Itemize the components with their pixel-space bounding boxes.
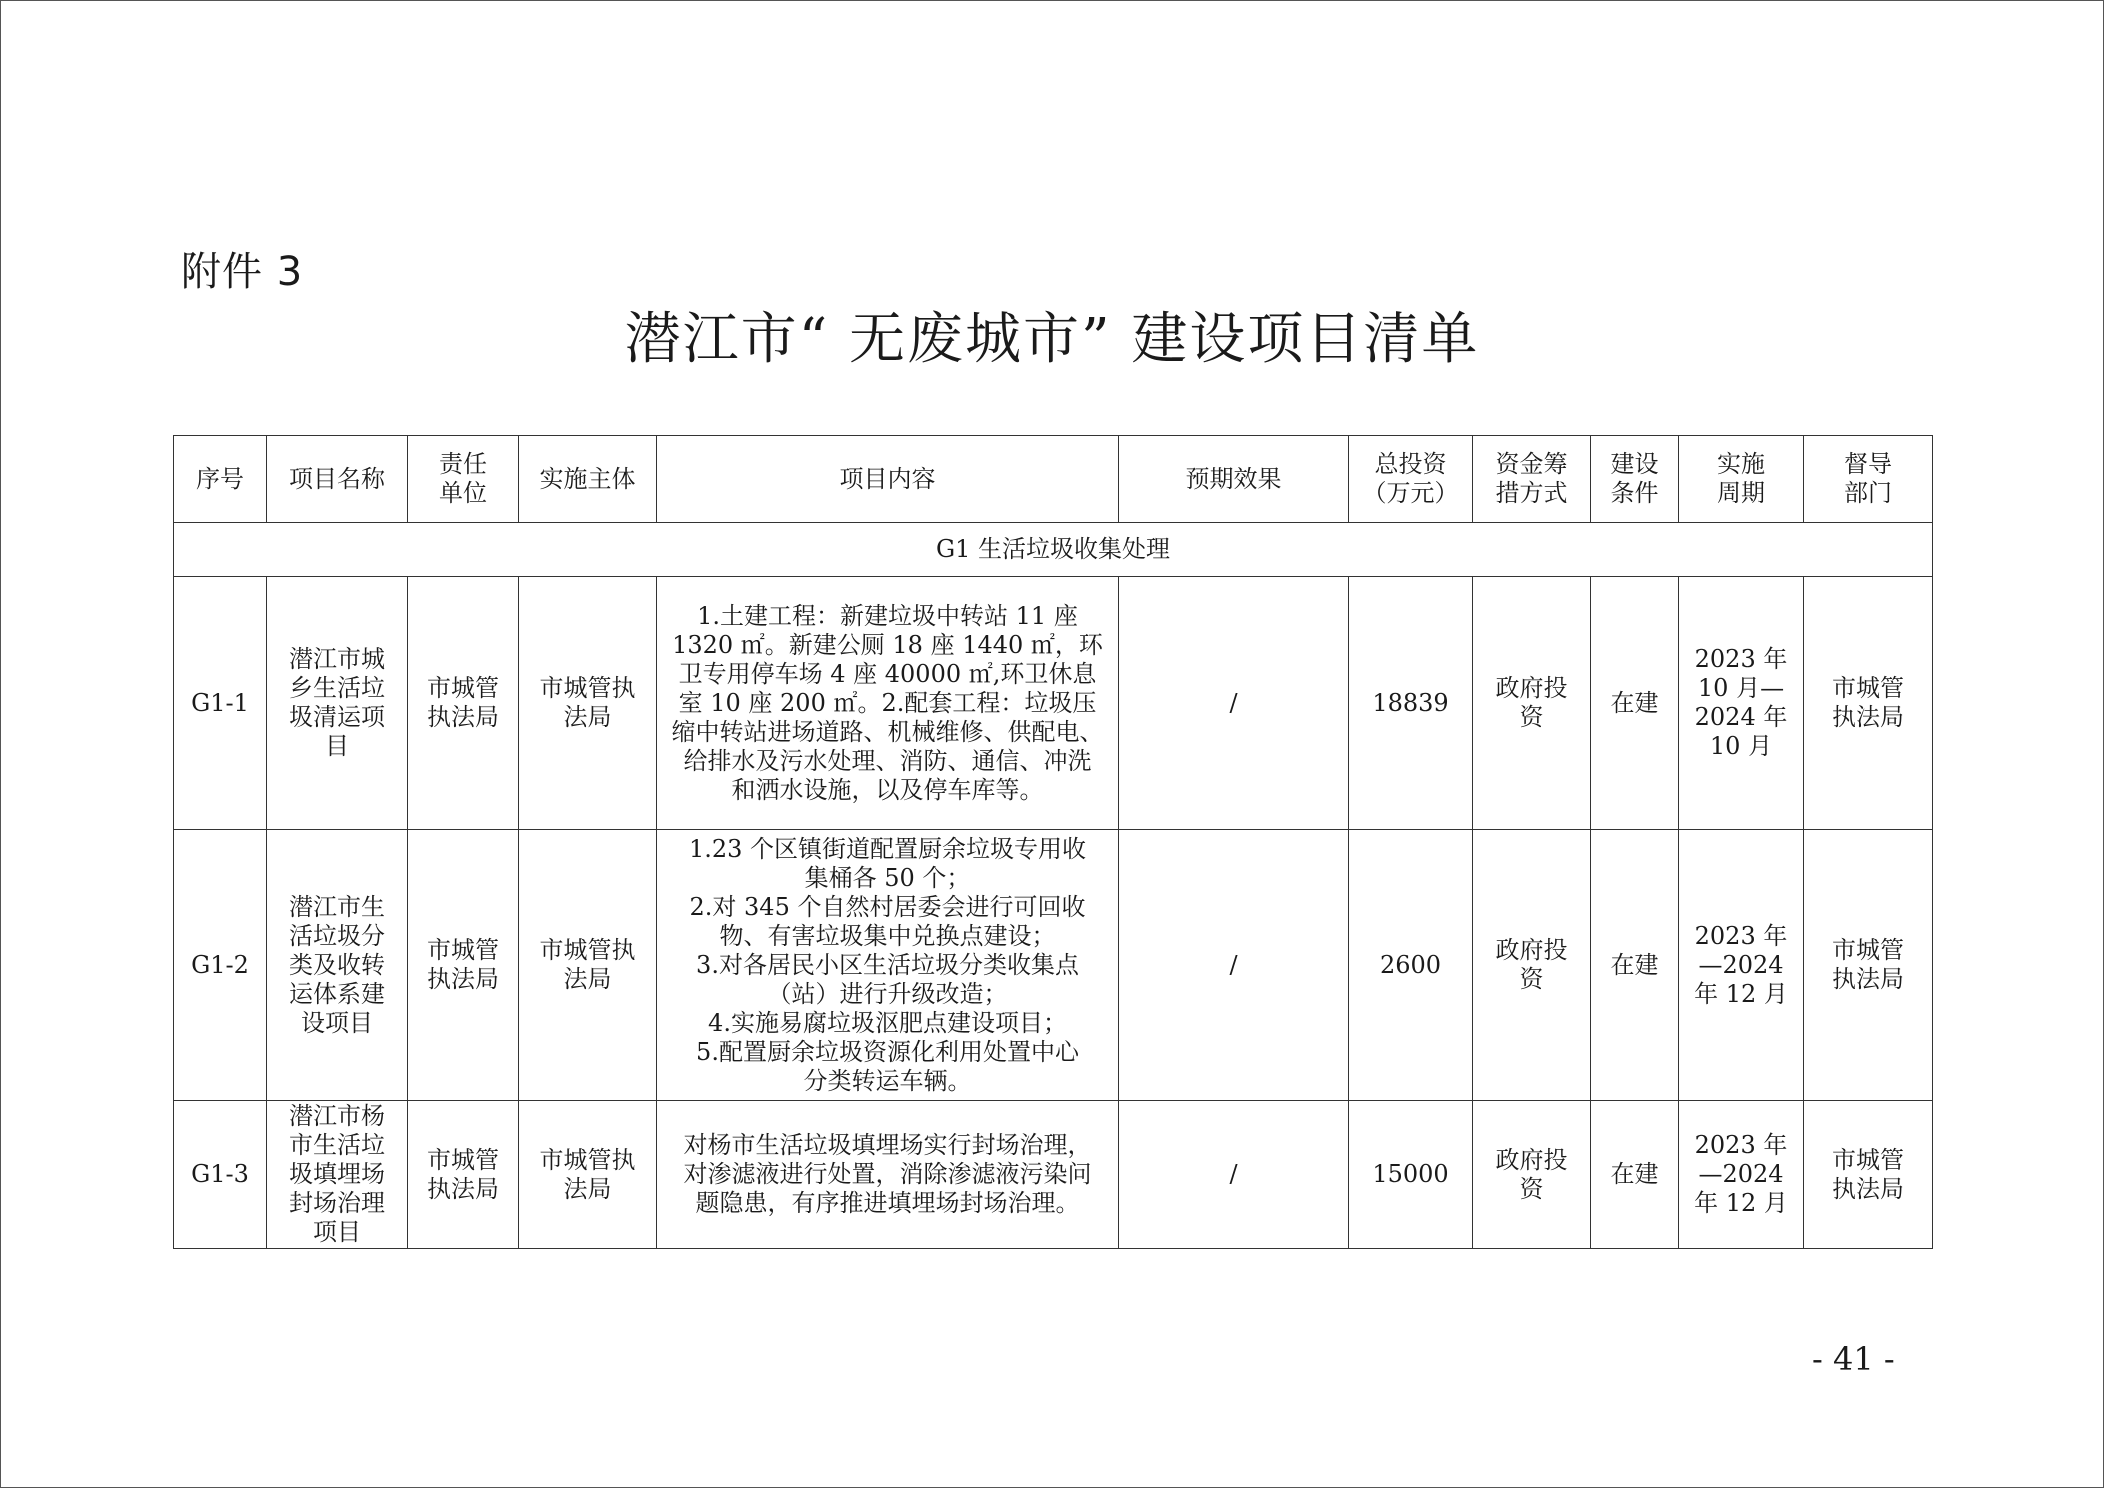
- table-row: [174, 577, 1933, 830]
- cell-funding: 政府投 资: [1473, 830, 1591, 1101]
- section-row: [174, 523, 1933, 577]
- header-seq: 序号: [174, 436, 267, 523]
- cell-content: 1.土建工程：新建垃圾中转站 11 座 1320 ㎡。新建公厕 18 座 1440 ㎡，环 卫专用停车场 4 座 40000 ㎡,环卫休息 室 10 座 200 ㎡。2.配套工程：垃圾压 缩中转站进场道路、机械维修、供配电、 给排水及污水处理、消防、通信、冲洗 和洒水设施，以及停车库等。: [657, 577, 1119, 830]
- cell-effect: /: [1119, 1101, 1349, 1249]
- header-entity: 实施主体: [519, 436, 657, 523]
- cell-content: 对杨市生活垃圾填埋场实行封场治理， 对渗滤液进行处置，消除渗滤液污染问 题隐患，有序推进填埋场封场治理。: [657, 1101, 1119, 1249]
- cell-dept: 市城管 执法局: [1804, 577, 1933, 830]
- cell-dept: 市城管 执法局: [1804, 1101, 1933, 1249]
- cell-unit: 市城管 执法局: [408, 1101, 519, 1249]
- cell-condition: 在建: [1591, 830, 1679, 1101]
- cell-investment: 2600: [1349, 830, 1473, 1101]
- cell-funding: 政府投 资: [1473, 577, 1591, 830]
- cell-name: 潜江市杨 市生活垃 圾填埋场 封场治理 项目: [267, 1101, 408, 1249]
- document-title: 潜江市“ 无废城市” 建设项目清单: [624, 307, 1480, 372]
- cell-condition: 在建: [1591, 577, 1679, 830]
- table-row: [174, 1101, 1933, 1249]
- cell-content: 1.23 个区镇街道配置厨余垃圾专用收 集桶各 50 个； 2.对 345 个自然村居委会进行可回收 物、有害垃圾集中兑换点建设； 3.对各居民小区生活垃圾分类收集点 （站）进行升级改造； 4.实施易腐垃圾沤肥点建设项目； 5.配置厨余垃圾资源化利用处置中心 分类转运车辆。: [657, 830, 1119, 1101]
- header-period: 实施 周期: [1679, 436, 1804, 523]
- cell-name: 潜江市生 活垃圾分 类及收转 运体系建 设项目: [267, 830, 408, 1101]
- cell-dept: 市城管 执法局: [1804, 830, 1933, 1101]
- cell-investment: 15000: [1349, 1101, 1473, 1249]
- header-content: 项目内容: [657, 436, 1119, 523]
- header-name: 项目名称: [267, 436, 408, 523]
- cell-seq: G1-3: [174, 1101, 267, 1249]
- cell-entity: 市城管执 法局: [519, 577, 657, 830]
- section-title: G1 生活垃圾收集处理: [174, 523, 1933, 577]
- cell-effect: /: [1119, 830, 1349, 1101]
- cell-funding: 政府投 资: [1473, 1101, 1591, 1249]
- cell-effect: /: [1119, 577, 1349, 830]
- header-dept: 督导 部门: [1804, 436, 1933, 523]
- cell-seq: G1-2: [174, 830, 267, 1101]
- header-condition: 建设 条件: [1591, 436, 1679, 523]
- page-number: - 41 -: [1812, 1340, 1895, 1378]
- project-table: [173, 435, 1933, 1249]
- cell-investment: 18839: [1349, 577, 1473, 830]
- cell-period: 2023 年 —2024 年 12 月: [1679, 830, 1804, 1101]
- cell-entity: 市城管执 法局: [519, 1101, 657, 1249]
- cell-period: 2023 年 —2024 年 12 月: [1679, 1101, 1804, 1249]
- cell-entity: 市城管执 法局: [519, 830, 657, 1101]
- table-row: [174, 830, 1933, 1101]
- header-row: [174, 436, 1933, 523]
- header-funding: 资金筹 措方式: [1473, 436, 1591, 523]
- cell-unit: 市城管 执法局: [408, 577, 519, 830]
- annex-label: 附件 3: [181, 249, 304, 295]
- header-investment: 总投资 （万元）: [1349, 436, 1473, 523]
- cell-seq: G1-1: [174, 577, 267, 830]
- cell-unit: 市城管 执法局: [408, 830, 519, 1101]
- cell-name: 潜江市城 乡生活垃 圾清运项 目: [267, 577, 408, 830]
- cell-period: 2023 年 10 月— 2024 年 10 月: [1679, 577, 1804, 830]
- cell-condition: 在建: [1591, 1101, 1679, 1249]
- header-unit: 责任 单位: [408, 436, 519, 523]
- header-effect: 预期效果: [1119, 436, 1349, 523]
